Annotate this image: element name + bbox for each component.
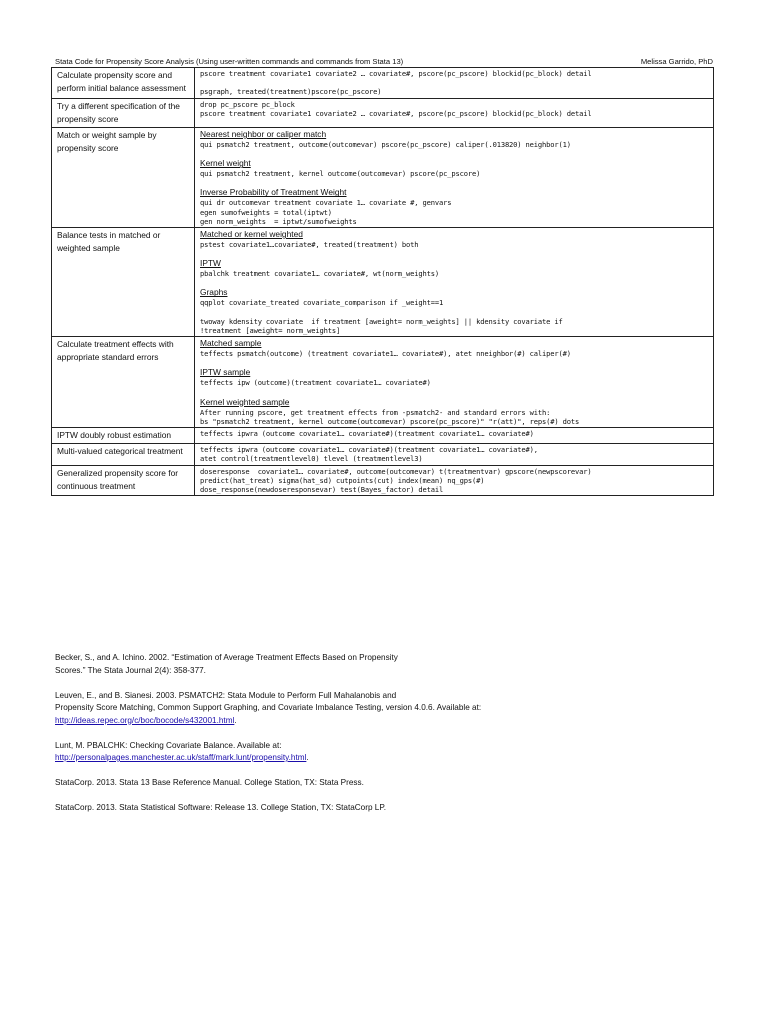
- stata-commands: [195, 465, 714, 496]
- code-line: qui dr outcomevar treatment covariate 1… covariate #, genvars: [200, 198, 452, 208]
- method-heading: Kernel weight: [200, 158, 251, 169]
- code-line: !treatment [aweight= norm_weights]: [200, 326, 341, 336]
- reference-text: StataCorp. 2013. Stata 13 Base Reference Manual. College Station, TX: Stata Press.: [55, 778, 364, 787]
- section-gap: [200, 249, 709, 256]
- reference-link-line: [55, 752, 655, 765]
- code-line: predict(hat_treat) sigma(hat_sd) cutpoints(cut) index(mean) nq_gps(#): [200, 475, 485, 485]
- code-line: gen norm_weights = iptwt/sumofweights: [200, 216, 357, 226]
- table-row: [52, 337, 714, 428]
- code-line: [200, 78, 709, 87]
- code-line: pbalchk treatment covariate1… covariate#, wt(norm_weights): [200, 269, 440, 279]
- code-line: atet control(treatmentlevel0) tlevel (treatmentlevel3): [200, 454, 423, 464]
- task-description: Balance tests in matched or weighted sample: [52, 228, 195, 337]
- code-line: dose_response(newdoseresponsevar) test(Bayes_factor) detail: [200, 485, 444, 495]
- code-line: qui psmatch2 treatment, kernel outcome(outcomevar) pscore(pc_pscore): [200, 169, 481, 179]
- code-line: pscore treatment covariate1 covariate2 … covariate#, pscore(pc_pscore) blockid(pc_block) detail: [200, 108, 592, 118]
- method-heading: Graphs: [200, 287, 228, 298]
- task-description: Generalized propensity score for continuous treatment: [52, 465, 195, 496]
- code-line: pscore treatment covariate1 covariate2 … covariate#, pscore(pc_pscore) blockid(pc_block) detail: [200, 69, 592, 78]
- task-description: Try a different specification of the propensity score: [52, 98, 195, 127]
- reference-entry: [55, 740, 655, 765]
- document-author: Melissa Garrido, PhD: [640, 57, 713, 66]
- section-gap: [200, 358, 709, 365]
- link-suffix: .: [234, 715, 237, 725]
- references-list: [55, 652, 655, 827]
- method-heading: Matched sample: [200, 338, 262, 349]
- reference-entry: [55, 802, 655, 815]
- code-line: bs "psmatch2 treatment, kernel outcome(outcomevar) pscore(pc_pscore)" "r(att)", reps(#) dots: [200, 416, 580, 426]
- method-heading: Matched or kernel weighted: [200, 229, 303, 240]
- method-heading: IPTW: [200, 258, 221, 269]
- method-heading: IPTW sample: [200, 367, 251, 378]
- task-description: IPTW doubly robust estimation: [52, 428, 195, 444]
- stata-commands: [195, 98, 714, 127]
- code-line: doseresponse covariate1… covariate#, outcome(outcomevar) t(treatmentvar) gpscore(newpscorevar): [200, 466, 592, 476]
- stata-commands: [195, 337, 714, 428]
- reference-text: Becker, S., and A. Ichino. 2002. “Estimation of Average Treatment Effects Based on Propensity: [55, 653, 398, 662]
- code-line: psgraph, treated(treatment)pscore(pc_pscore): [200, 87, 382, 97]
- code-line: qui psmatch2 treatment, outcome(outcomevar) pscore(pc_pscore) caliper(.013820) neighbor(1): [200, 140, 571, 150]
- stata-code-table: [51, 67, 714, 496]
- reference-text: Propensity Score Matching, Common Support Graphing, and Covariate Imbalance Testing, version 4.0.6. Available at:: [55, 703, 482, 712]
- task-description: Calculate propensity score and perform initial balance assessment: [52, 68, 195, 99]
- code-line: qqplot covariate_treated covariate_comparison if _weight==1: [200, 298, 444, 308]
- section-gap: [200, 178, 709, 185]
- code-line: [200, 308, 709, 317]
- reference-entry: [55, 690, 655, 728]
- table-row: [52, 428, 714, 444]
- reference-text: Leuven, E., and B. Sianesi. 2003. PSMATCH2: Stata Module to Perform Full Mahalanobis and: [55, 690, 397, 700]
- code-line: twoway kdensity covariate if treatment [aweight= norm_weights] || kdensity covariate if: [200, 316, 563, 326]
- document-title: Stata Code for Propensity Score Analysis (Using user-written commands and commands from Stata 13): [55, 57, 404, 66]
- reference-link-line: [55, 715, 655, 728]
- table-row: [52, 128, 714, 228]
- stata-commands: [195, 228, 714, 337]
- method-heading: Nearest neighbor or caliper match: [200, 129, 327, 140]
- stata-commands: [195, 444, 714, 465]
- table-row: [52, 465, 714, 496]
- reference-text: Lunt, M. PBALCHK: Checking Covariate Balance. Available at:: [55, 740, 282, 750]
- reference-text: Scores.” The Stata Journal 2(4): 358-377.: [55, 665, 206, 675]
- task-description: Calculate treatment effects with appropriate standard errors: [52, 337, 195, 428]
- table-row: [52, 444, 714, 465]
- reference-entry: [55, 652, 655, 677]
- table-row: [52, 98, 714, 127]
- code-line: teffects ipw (outcome)(treatment covariate1… covariate#): [200, 378, 431, 388]
- reference-link[interactable]: http://personalpages.manchester.ac.uk/staff/mark.lunt/propensity.html: [55, 753, 307, 762]
- reference-entry: [55, 777, 655, 790]
- stata-commands: [195, 128, 714, 228]
- code-line: teffects ipwra (outcome covariate1… covariate#)(treatment covariate1… covariate#),: [200, 445, 538, 455]
- code-line: drop pc_pscore pc_block: [200, 99, 295, 109]
- link-suffix: .: [306, 753, 309, 762]
- code-line: teffects ipwra (outcome covariate1… covariate#)(treatment covariate1… covariate#): [200, 429, 534, 439]
- reference-link[interactable]: http://ideas.repec.org/c/boc/bocode/s432001.html: [55, 715, 235, 725]
- code-line: egen sumofweights = total(iptwt): [200, 207, 332, 217]
- task-description: Multi-valued categorical treatment: [52, 444, 195, 465]
- task-description: Match or weight sample by propensity score: [52, 128, 195, 228]
- reference-text: StataCorp. 2013. Stata Statistical Software: Release 13. College Station, TX: StataCorp LP.: [55, 803, 387, 812]
- section-gap: [200, 278, 709, 285]
- section-gap: [200, 149, 709, 156]
- method-heading: Inverse Probability of Treatment Weight: [200, 187, 347, 198]
- table-row: [52, 68, 714, 99]
- stata-commands: [195, 428, 714, 444]
- stata-commands: [195, 68, 714, 99]
- section-gap: [200, 388, 709, 395]
- table-row: [52, 228, 714, 337]
- method-heading: Kernel weighted sample: [200, 396, 290, 407]
- code-line: After running pscore, get treatment effects from -psmatch2- and standard errors with:: [200, 407, 551, 417]
- code-line: pstest covariate1…covariate#, treated(treatment) both: [200, 240, 419, 250]
- code-line: teffects psmatch(outcome) (treatment covariate1… covariate#), atet nneighbor(#) caliper(#): [200, 349, 571, 359]
